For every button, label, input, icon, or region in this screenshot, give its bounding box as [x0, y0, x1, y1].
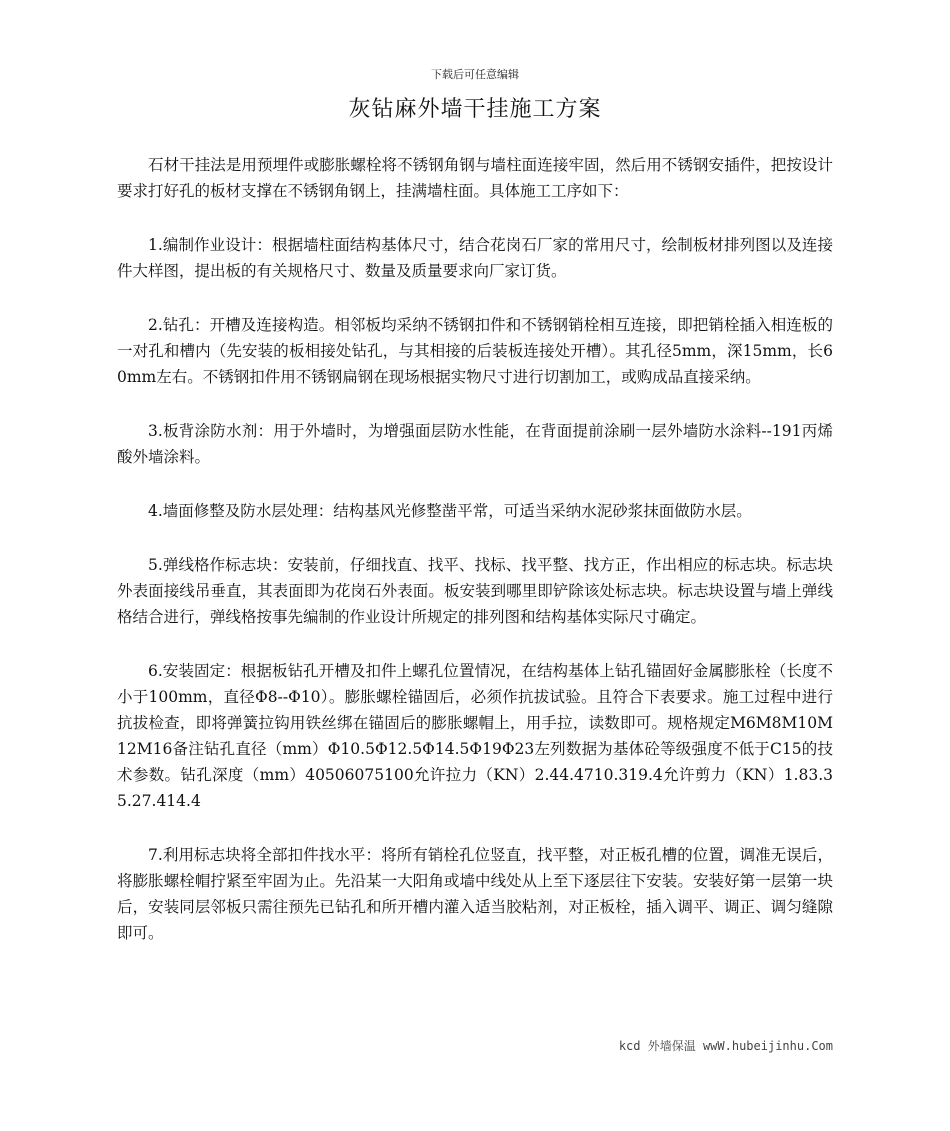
document-title: 灰钻麻外墙干挂施工方案	[348, 97, 602, 122]
paragraph-step-6: 6.安装固定：根据板钻孔开槽及扣件上螺孔位置情况，在结构基体上钻孔锚固好金属膨胀栓（长度不小于100mm，直径Φ8--Φ10）。膨胀螺栓锚固后，必须作抗拔试验。且符合下表要求。施工过程中进行抗拔检查，即将弹簧拉钩用铁丝绑在锚固后的膨胀螺帽上，用手拉，读数即可。规格规定M6M8M10M12M16备注钻孔直径（mm）Φ10.5Φ12.5Φ14.5Φ19Φ23左列数据为基体砼等级强度不低于C15的技术参数。钻孔深度（mm）40506075100允许拉力（KN）2.44.4710.319.4允许剪力（KN）1.83.35.27.414.4	[117, 662, 833, 810]
footer-note: kcd 外墙保温 wwW.hubeijinhu.Com	[618, 1039, 833, 1053]
header-note: 下载后可任意编辑	[431, 68, 519, 81]
paragraph-intro: 石材干挂法是用预埋件或膨胀螺栓将不锈钢角钢与墙柱面连接牢固，然后用不锈钢安插件，把按设计要求打好孔的板材支撑在不锈钢角钢上，挂满墙柱面。具体施工工序如下：	[117, 156, 833, 200]
paragraph-step-7: 7.利用标志块将全部扣件找水平：将所有销栓孔位竖直，找平整，对正板孔槽的位置，调准无误后，将膨胀螺栓帽拧紧至牢固为止。先沿某一大阳角或墙中线处从上至下逐层往下安装。安装好第一层第一块后，安装同层邻板只需往预先已钻孔和所开槽内灌入适当胶粘剂，对正板栓，插入调平、调正、调匀缝隙即可。	[117, 846, 833, 942]
paragraph-step-5: 5.弹线格作标志块：安装前，仔细找直、找平、找标、找平整、找方正，作出相应的标志块。标志块外表面接线吊垂直，其表面即为花岗石外表面。板安装到哪里即铲除该处标志块。标志块设置与墙上弹线格结合进行，弹线格按事先编制的作业设计所规定的排列图和结构基体实际尺寸确定。	[117, 556, 833, 626]
paragraph-step-2: 2.钻孔：开槽及连接构造。相邻板均采纳不锈钢扣件和不锈钢销栓相互连接，即把销栓插入相连板的一对孔和槽内（先安装的板相接处钻孔，与其相接的后装板连接处开槽）。其孔径5mm，深15mm，长60mm左右。不锈钢扣件用不锈钢扁钢在现场根据实物尺寸进行切割加工，或购成品直接采纳。	[117, 316, 833, 386]
paragraph-step-3: 3.板背涂防水剂：用于外墙时，为增强面层防水性能，在背面提前涂刷一层外墙防水涂料--191丙烯酸外墙涂料。	[117, 422, 833, 466]
document-body	[117, 152, 833, 974]
paragraph-step-4: 4.墙面修整及防水层处理：结构基风光修整凿平常，可适当采纳水泥砂浆抹面做防水层。	[148, 502, 752, 520]
paragraph-step-1: 1.编制作业设计：根据墙柱面结构基体尺寸，结合花岗石厂家的常用尺寸，绘制板材排列图以及连接件大样图，提出板的有关规格尺寸、数量及质量要求向厂家订货。	[117, 236, 833, 280]
